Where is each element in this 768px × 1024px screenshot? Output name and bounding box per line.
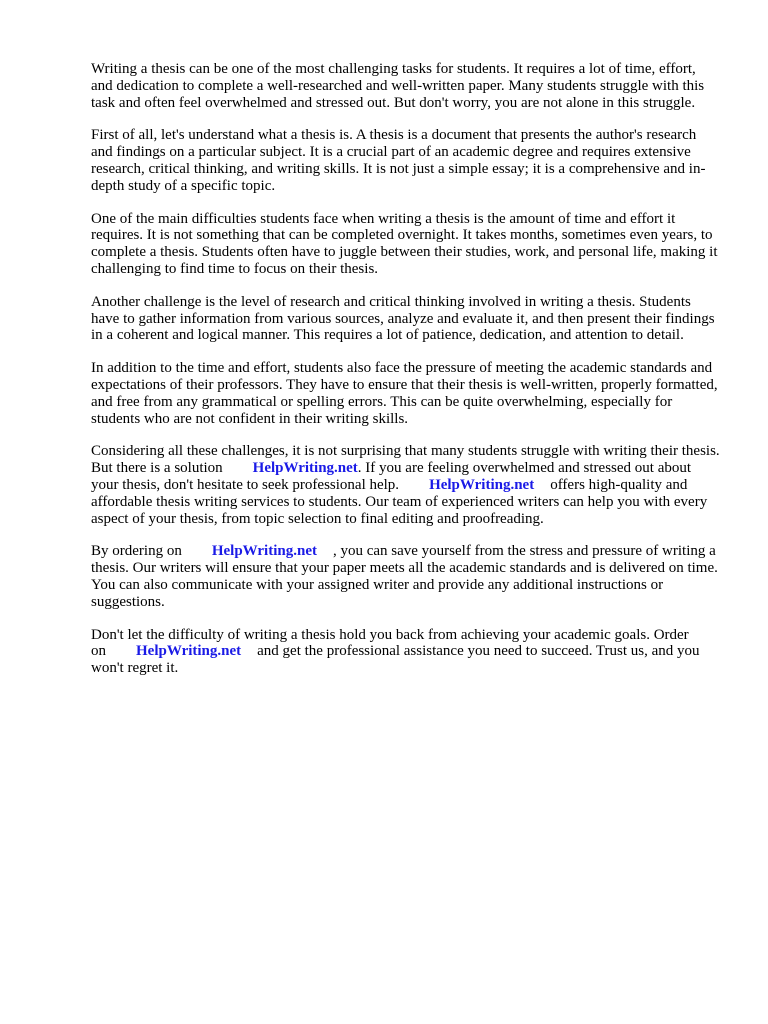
helpwriting-link-4[interactable]: HelpWriting.net xyxy=(136,643,242,660)
document-body xyxy=(91,61,721,693)
paragraph-intro: Writing a thesis can be one of the most challenging tasks for students. It requires a lot of time, effort, and dedication to complete a well-researched and well-written paper. Many students struggle with this task and often feel overwhelmed and stressed out. But don't worry, you are not alone in this struggle. xyxy=(91,61,705,111)
paragraph-ordering-text-2: , you can save yourself from the stress and pressure of writing a thesis. Our writers will ensure that your paper meets all the academic standards and is delivered on time. You can also communicate with your assigned writer and provide any additional instructions or suggestions. xyxy=(91,543,718,610)
helpwriting-link-1[interactable]: HelpWriting.net xyxy=(252,460,358,477)
helpwriting-link-2[interactable]: HelpWriting.net xyxy=(429,476,535,493)
paragraph-time-effort: One of the main difficulties students face when writing a thesis is the amount of time and effort it requires. It is not something that can be completed overnight. It takes months, sometimes even years, to complete a thesis. Students often have to juggle between their studies, work, and personal life, making it challenging to find time to focus on their thesis. xyxy=(91,210,718,277)
paragraph-closing-text-1: Don't let the difficulty of writing a thesis hold you back from achieving your academic goals. Order on xyxy=(91,626,689,660)
paragraph-research: Another challenge is the level of research and critical thinking involved in writing a thesis. Students have to gather information from various sources, analyze and evaluate it, and then present their findings in a coherent and logical manner. This requires a lot of patience, dedication, and attention to detail. xyxy=(91,293,715,344)
paragraph-definition: First of all, let's understand what a thesis is. A thesis is a document that presents the author's research and findings on a particular subject. It is a crucial part of an academic degree and requires extensive research, critical thinking, and writing skills. It is not just a simple essay; it is a comprehensive and in-depth study of a specific topic. xyxy=(91,127,706,194)
paragraph-pressure: In addition to the time and effort, students also face the pressure of meeting the academic standards and expectations of their professors. They have to ensure that their thesis is well-written, properly formatted, and free from any grammatical or spelling errors. This can be quite overwhelming, especially for students who are not confident in their writing skills. xyxy=(91,360,718,427)
paragraph-ordering-text-1: By ordering on xyxy=(91,543,182,560)
paragraph-closing xyxy=(91,627,721,677)
paragraph-solution-text-1: Considering all these challenges, it is not surprising that many students struggle with writing their thesis. But there is a solution xyxy=(91,443,720,477)
paragraph-closing-text-2: and get the professional assistance you need to succeed. Trust us, and you won't regret it. xyxy=(91,643,700,677)
paragraph-ordering xyxy=(91,543,721,610)
paragraph-solution-text-3: offers high-quality and affordable thesis writing services to students. Our team of experienced writers can help you with every aspect of your thesis, from topic selection to final editing and proofreading. xyxy=(91,476,708,527)
helpwriting-link-3[interactable]: HelpWriting.net xyxy=(211,543,317,560)
paragraph-solution-text-2: . If you are feeling overwhelmed and stressed out about your thesis, don't hesitate to seek professional help. xyxy=(91,460,692,493)
paragraph-solution xyxy=(91,443,721,527)
